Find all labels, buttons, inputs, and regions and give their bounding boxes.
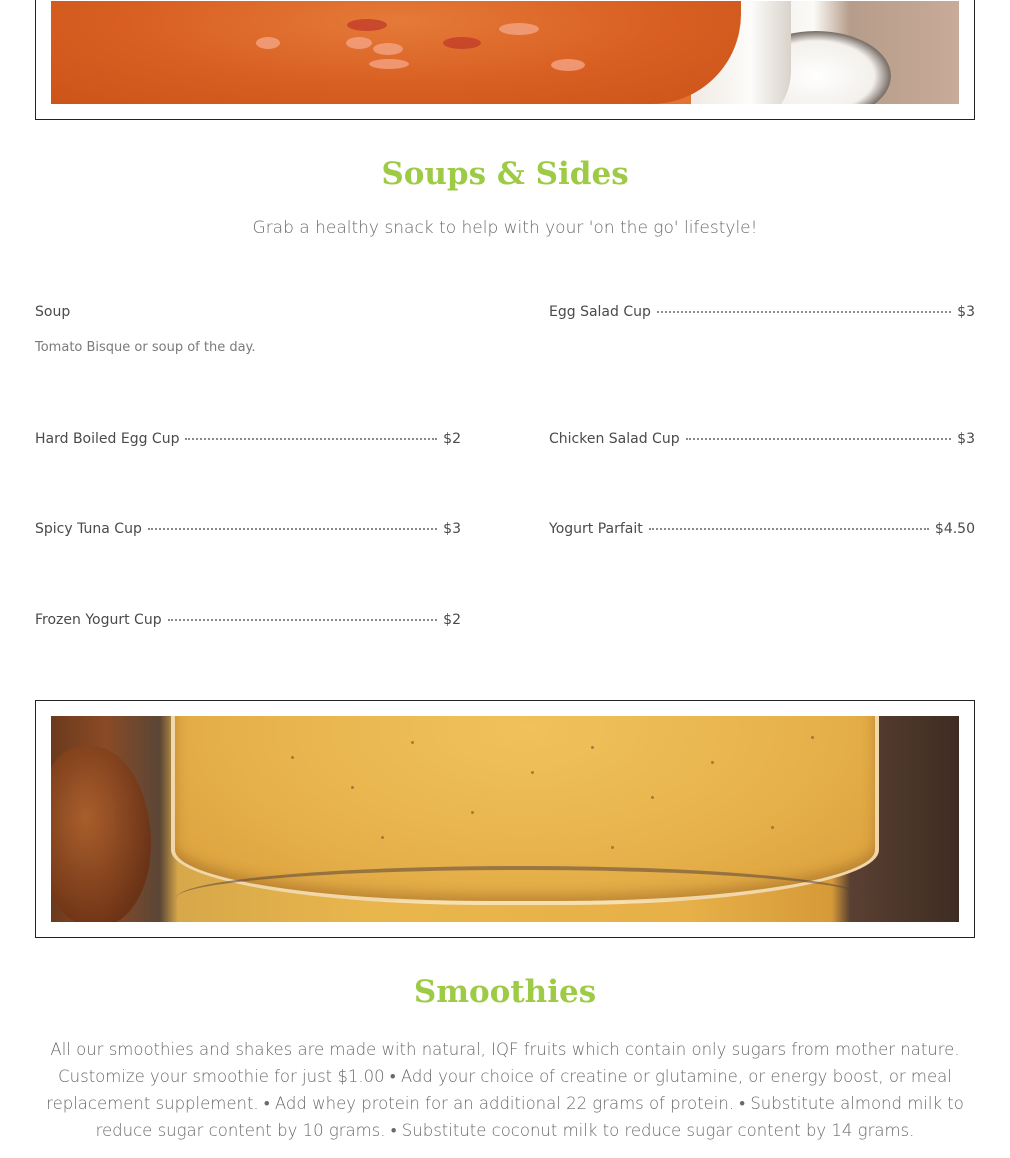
- spice-speck: [611, 846, 614, 849]
- soup-bean: [443, 37, 481, 49]
- spice-speck: [381, 836, 384, 839]
- dot-leader: [649, 528, 929, 530]
- soup-bean: [256, 37, 280, 49]
- spice-speck: [811, 736, 814, 739]
- spice-speck: [351, 786, 354, 789]
- soup-bean: [499, 23, 539, 35]
- menu-item-name: Frozen Yogurt Cup: [35, 612, 162, 628]
- spice-speck: [771, 826, 774, 829]
- dot-leader: [168, 619, 438, 621]
- soup-bean: [373, 43, 403, 55]
- menu-item-yogurt-parfait: [549, 521, 975, 537]
- spice-speck: [291, 756, 294, 759]
- spice-speck: [591, 746, 594, 749]
- smoothies-title: Smoothies: [413, 974, 597, 1010]
- smoothie-glass-rim-shape: [176, 866, 866, 922]
- smoothies-description: All our smoothies and shakes are made with natural, IQF fruits which contain only sugars from mother nature. Customize your smoothie for just $1.00 • Add your choice of creatine or glutamine, or energy boost, or meal replacement supplement. • Add whey protein for an additional 22 grams of protein. • Substitute almond milk to reduce sugar content by 10 grams. • Substitute coconut milk to reduce sugar content by 14 grams.: [46, 1040, 964, 1140]
- menu-item-price: $3: [443, 521, 461, 537]
- soup-bean: [551, 59, 585, 71]
- menu-item-description: Tomato Bisque or soup of the day.: [35, 340, 256, 355]
- menu-item-price: $4.50: [934, 521, 975, 537]
- menu-item-spicy-tuna-cup: [35, 521, 461, 537]
- menu-item-name: Soup: [35, 304, 71, 320]
- soups-sides-title: Soups & Sides: [381, 156, 629, 192]
- menu-item-frozen-yogurt-cup: [35, 612, 461, 628]
- spice-speck: [651, 796, 654, 799]
- dot-leader: [657, 311, 951, 313]
- soup-bean: [347, 19, 387, 31]
- dot-leader: [148, 528, 437, 530]
- soup-image-frame: [35, 0, 975, 120]
- menu-item-egg-salad-cup: [549, 304, 975, 320]
- menu-item-name: Spicy Tuna Cup: [35, 521, 142, 537]
- smoothie-photo: [51, 716, 959, 922]
- menu-item-chicken-salad-cup: [549, 431, 975, 447]
- menu-item-soup: [35, 304, 461, 320]
- menu-item-price: $2: [443, 431, 461, 447]
- soup-bean: [346, 37, 372, 49]
- spice-speck: [711, 761, 714, 764]
- menu-item-name: Hard Boiled Egg Cup: [35, 431, 180, 447]
- spice-speck: [531, 771, 534, 774]
- menu-item-price: $3: [957, 304, 975, 320]
- spice-speck: [411, 741, 414, 744]
- menu-item-name: Yogurt Parfait: [549, 521, 643, 537]
- soup-bean: [369, 59, 409, 69]
- cinnamon-stick-shape: [51, 746, 151, 922]
- menu-item-name: Chicken Salad Cup: [549, 431, 680, 447]
- soups-sides-subtitle: Grab a healthy snack to help with your 'on the go' lifestyle!: [252, 218, 758, 238]
- menu-item-hard-boiled-egg-cup: [35, 431, 461, 447]
- soup-photo: [51, 1, 959, 104]
- smoothie-image-frame: [35, 700, 975, 938]
- menu-item-price: $2: [443, 612, 461, 628]
- dot-leader: [185, 438, 437, 440]
- dot-leader: [686, 438, 952, 440]
- spice-speck: [471, 811, 474, 814]
- menu-item-name: Egg Salad Cup: [549, 304, 651, 320]
- menu-item-price: $3: [957, 431, 975, 447]
